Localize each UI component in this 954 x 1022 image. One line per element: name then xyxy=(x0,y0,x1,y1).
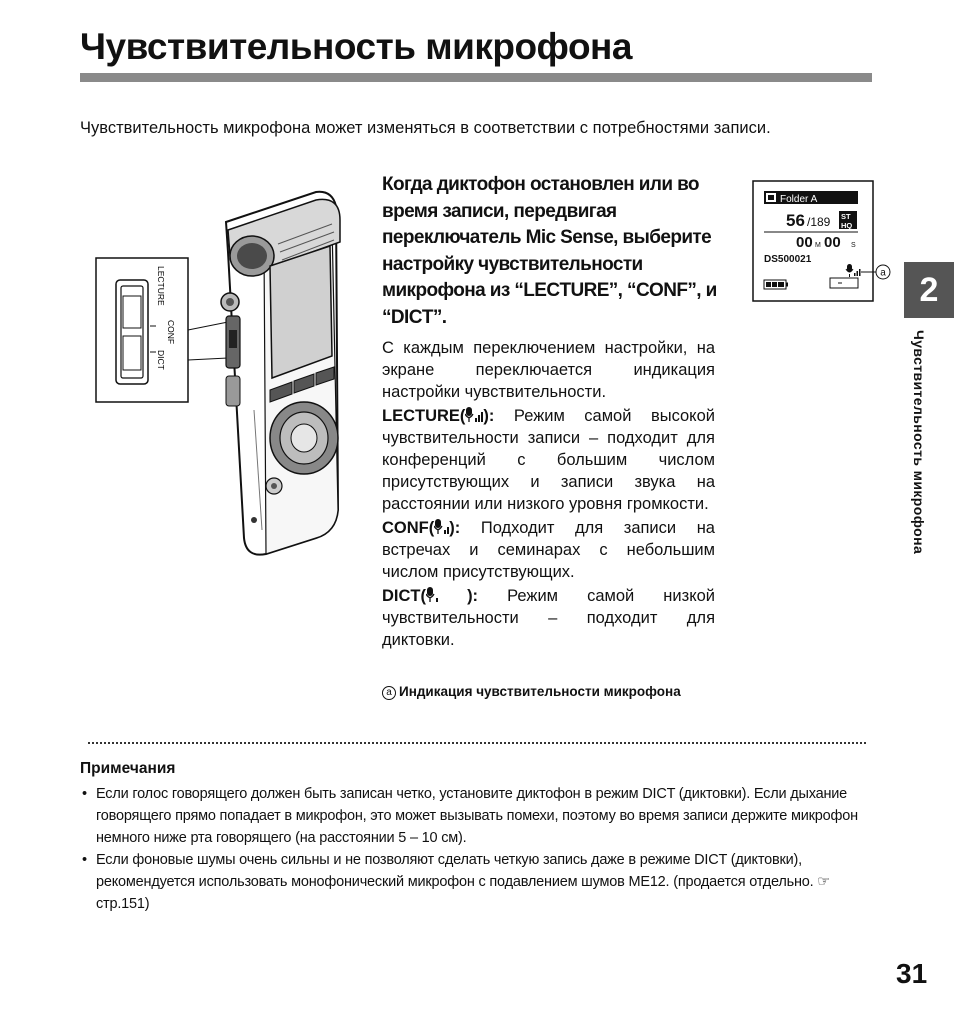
page-title: Чувствительность микрофона xyxy=(80,26,632,67)
conf-close: ): xyxy=(449,519,461,537)
lcd-file-total: /189 xyxy=(807,215,831,229)
intro-paragraph: Чувствительность микрофона может изменяться в соответствии с потребностями записи. xyxy=(80,119,771,137)
figure-caption xyxy=(382,684,681,700)
lcd-folder-name: Folder A xyxy=(780,194,818,205)
lecture-label: LECTURE( xyxy=(382,407,466,425)
lcd-minutes-unit: M xyxy=(815,242,821,249)
chapter-tab: 2 xyxy=(904,262,954,318)
lecture-close: ): xyxy=(483,407,495,425)
dict-text: Режим самой низкой чувствительности – подходит для диктовки. xyxy=(382,587,715,649)
dict-description xyxy=(382,585,715,651)
title-rule xyxy=(80,73,872,82)
caption-text: Индикация чувствительности микрофона xyxy=(399,684,681,699)
note-item: • Если голос говорящего должен быть записан четко, установите диктофон в режим DICT (диктовки). Если дыхание говорящего прямо попадает в микрофон, это может вызывать помехи, поэтому во время записи держите микрофон немного ниже рта говорящего (на расстоянии 5 – 10 см). xyxy=(80,783,872,849)
lcd-seconds: 00 xyxy=(824,234,841,251)
battery-icon xyxy=(764,280,788,289)
note-item: • Если фоновые шумы очень сильны и не позволяют сделать четкую запись даже в режиме DICT (диктовки), рекомендуется использовать монофонический микрофон с подавлением шумов ME12. (продается отдельно. ☞стр.151) xyxy=(80,849,872,915)
lcd-display xyxy=(752,180,894,302)
dict-close: ): xyxy=(438,587,479,605)
dict-label: DICT( xyxy=(382,587,426,605)
conf-description xyxy=(382,517,715,583)
switch-label-dict: DICT xyxy=(156,350,166,370)
mic-medium-sensitivity-icon xyxy=(434,519,449,535)
lcd-badge-top: ST xyxy=(841,212,851,221)
conf-text: Подходит для записи на встречах и семинарах с небольшим числом присутствующих. xyxy=(382,519,715,581)
conf-label: CONF( xyxy=(382,519,435,537)
switch-label-lecture: LECTURE xyxy=(156,266,166,306)
lcd-callout-marker: a xyxy=(880,267,886,279)
side-section-label: Чувствительность микрофона xyxy=(911,330,927,555)
body-intro: С каждым переключением настройки, на экране переключается индикация настройки чувствительности. xyxy=(382,339,715,401)
instruction-heading: Когда диктофон остановлен или во время записи, передвигая переключатель Mic Sense, выберите настройку чувствительности микрофона из “LECTURE”, “CONF”, и “DICT”. xyxy=(382,174,717,328)
page-number: 31 xyxy=(896,958,928,989)
lcd-badge-bottom: HQ xyxy=(841,221,853,230)
lecture-description xyxy=(382,405,715,515)
switch-label-conf: CONF xyxy=(166,320,176,345)
recorder-illustration xyxy=(94,180,354,560)
notes-list xyxy=(80,783,872,915)
folder-icon xyxy=(766,193,776,202)
lcd-seconds-unit: S xyxy=(851,242,856,249)
section-divider xyxy=(88,742,866,744)
lcd-file-name: DS500021 xyxy=(764,254,812,265)
caption-marker: a xyxy=(382,686,396,700)
notes-heading: Примечания xyxy=(80,760,176,777)
lcd-file-number: 56 xyxy=(786,211,805,230)
mic-high-sensitivity-icon xyxy=(465,407,483,423)
lecture-text: Режим самой высокой чувствительности записи – подходит для конференций с большим числом присутствующих и записи звука на расстоянии или низкого уровня громкости. xyxy=(382,407,715,513)
body-text xyxy=(382,337,715,653)
mic-low-sensitivity-icon xyxy=(426,587,438,603)
lcd-minutes: 00 xyxy=(796,234,813,251)
